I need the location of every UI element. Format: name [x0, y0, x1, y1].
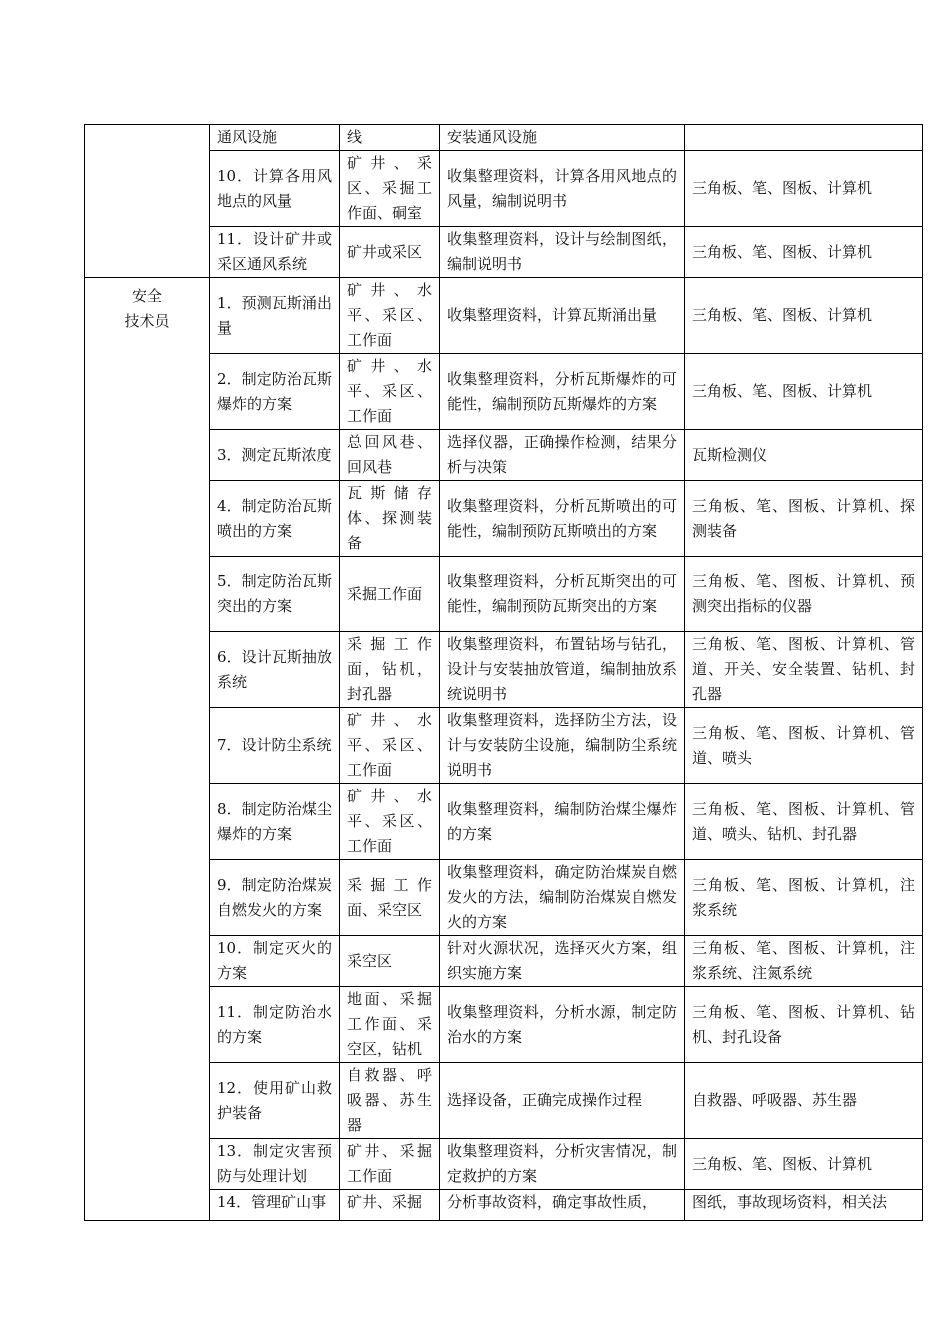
table-row — [85, 1063, 923, 1139]
location-cell: 采掘工作面，钻机，封孔器 — [340, 632, 440, 708]
table-row — [85, 151, 923, 227]
tools-cell: 三角板、笔、图板、计算机、探测装备 — [685, 481, 923, 557]
location-cell: 矿井或采区 — [340, 227, 440, 278]
tools-cell: 三角板、笔、图板、计算机、钻机、封孔设备 — [685, 987, 923, 1063]
content-cell: 收集整理资料，分析灾害情况，制定救护的方案 — [440, 1139, 685, 1190]
content-cell: 收集整理资料，设计与绘制图纸，编制说明书 — [440, 227, 685, 278]
content-cell: 收集整理资料，选择防尘方法，设计与安装防尘设施，编制防尘系统说明书 — [440, 708, 685, 784]
task-cell: 3．测定瓦斯浓度 — [210, 430, 340, 481]
table-row — [85, 278, 923, 354]
tools-cell: 三角板、笔、图板、计算机，注浆系统、注氮系统 — [685, 936, 923, 987]
location-cell: 矿井、采掘 — [340, 1190, 440, 1221]
location-cell: 瓦斯储存体、探测装备 — [340, 481, 440, 557]
location-cell: 自救器、呼吸器、苏生器 — [340, 1063, 440, 1139]
content-cell: 收集整理资料，分析瓦斯突出的可能性，编制预防瓦斯突出的方案 — [440, 557, 685, 632]
content-cell: 选择仪器，正确操作检测，结果分析与决策 — [440, 430, 685, 481]
task-cell: 1．预测瓦斯涌出量 — [210, 278, 340, 354]
location-cell: 矿井、水平、采区、工作面 — [340, 708, 440, 784]
table-body — [85, 125, 923, 1221]
content-cell: 分析事故资料，确定事故性质， — [440, 1190, 685, 1221]
table-row — [85, 987, 923, 1063]
tools-cell: 三角板、笔、图板、计算机 — [685, 151, 923, 227]
task-cell: 11．制定防治水的方案 — [210, 987, 340, 1063]
location-cell: 矿井、采区、采掘工作面、硐室 — [340, 151, 440, 227]
tools-cell — [685, 125, 923, 151]
table-row — [85, 430, 923, 481]
task-cell: 5．制定防治瓦斯突出的方案 — [210, 557, 340, 632]
tools-cell: 瓦斯检测仪 — [685, 430, 923, 481]
tools-cell: 三角板、笔、图板、计算机、管道、喷头 — [685, 708, 923, 784]
task-cell: 9．制定防治煤炭自燃发火的方案 — [210, 860, 340, 936]
location-cell: 矿井、采掘工作面 — [340, 1139, 440, 1190]
location-cell: 矿井、水平、采区、工作面 — [340, 354, 440, 430]
table-row — [85, 557, 923, 632]
content-cell: 收集整理资料，确定防治煤炭自燃发火的方法，编制防治煤炭自燃发火的方案 — [440, 860, 685, 936]
table-row — [85, 1139, 923, 1190]
location-cell: 线 — [340, 125, 440, 151]
job-task-table — [84, 124, 923, 1221]
location-cell: 矿井、水平、采区、工作面 — [340, 278, 440, 354]
task-cell: 10．计算各用风地点的风量 — [210, 151, 340, 227]
role-cell: 安全 技术员 — [85, 278, 210, 1221]
task-cell: 10．制定灭火的方案 — [210, 936, 340, 987]
location-cell: 矿井、水平、采区、工作面 — [340, 784, 440, 860]
tools-cell: 三角板、笔、图板、计算机 — [685, 1139, 923, 1190]
tools-cell: 自救器、呼吸器、苏生器 — [685, 1063, 923, 1139]
table-row — [85, 125, 923, 151]
table-row — [85, 632, 923, 708]
content-cell: 收集整理资料，分析瓦斯喷出的可能性，编制预防瓦斯喷出的方案 — [440, 481, 685, 557]
content-cell: 安装通风设施 — [440, 125, 685, 151]
tools-cell: 三角板、笔、图板、计算机、管道、喷头、钻机、封孔器 — [685, 784, 923, 860]
table-row — [85, 936, 923, 987]
task-cell: 6．设计瓦斯抽放系统 — [210, 632, 340, 708]
task-cell: 14．管理矿山事 — [210, 1190, 340, 1221]
table-row — [85, 860, 923, 936]
location-cell: 采掘工作面 — [340, 557, 440, 632]
table-row — [85, 227, 923, 278]
content-cell: 选择设备，正确完成操作过程 — [440, 1063, 685, 1139]
content-cell: 收集整理资料，分析水源，制定防治水的方案 — [440, 987, 685, 1063]
table-row — [85, 784, 923, 860]
task-cell: 2．制定防治瓦斯爆炸的方案 — [210, 354, 340, 430]
tools-cell: 三角板、笔、图板、计算机、预测突出指标的仪器 — [685, 557, 923, 632]
tools-cell: 三角板、笔、图板、计算机，注浆系统 — [685, 860, 923, 936]
location-cell: 采空区 — [340, 936, 440, 987]
tools-cell: 三角板、笔、图板、计算机 — [685, 278, 923, 354]
location-cell: 地面、采掘工作面、采空区，钻机 — [340, 987, 440, 1063]
location-cell: 采掘工作面、采空区 — [340, 860, 440, 936]
location-cell: 总回风巷、回风巷 — [340, 430, 440, 481]
table-row — [85, 1190, 923, 1221]
task-cell: 7．设计防尘系统 — [210, 708, 340, 784]
content-cell: 收集整理资料，计算瓦斯涌出量 — [440, 278, 685, 354]
content-cell: 收集整理资料，分析瓦斯爆炸的可能性，编制预防瓦斯爆炸的方案 — [440, 354, 685, 430]
task-cell: 通风设施 — [210, 125, 340, 151]
tools-cell: 三角板、笔、图板、计算机、管道、开关、安全装置、钻机、封孔器 — [685, 632, 923, 708]
task-cell: 8．制定防治煤尘爆炸的方案 — [210, 784, 340, 860]
tools-cell: 图纸，事故现场资料，相关法 — [685, 1190, 923, 1221]
task-cell: 12．使用矿山救护装备 — [210, 1063, 340, 1139]
task-cell: 11．设计矿井或采区通风系统 — [210, 227, 340, 278]
content-cell: 收集整理资料，编制防治煤尘爆炸的方案 — [440, 784, 685, 860]
tools-cell: 三角板、笔、图板、计算机 — [685, 227, 923, 278]
task-cell: 4．制定防治瓦斯喷出的方案 — [210, 481, 340, 557]
role-cell-blank — [85, 125, 210, 278]
table-row — [85, 354, 923, 430]
tools-cell: 三角板、笔、图板、计算机 — [685, 354, 923, 430]
content-cell: 收集整理资料，计算各用风地点的风量，编制说明书 — [440, 151, 685, 227]
content-cell: 收集整理资料，布置钻场与钻孔，设计与安装抽放管道，编制抽放系统说明书 — [440, 632, 685, 708]
table-row — [85, 708, 923, 784]
content-cell: 针对火源状况，选择灭火方案，组织实施方案 — [440, 936, 685, 987]
table-row — [85, 481, 923, 557]
task-cell: 13．制定灾害预防与处理计划 — [210, 1139, 340, 1190]
